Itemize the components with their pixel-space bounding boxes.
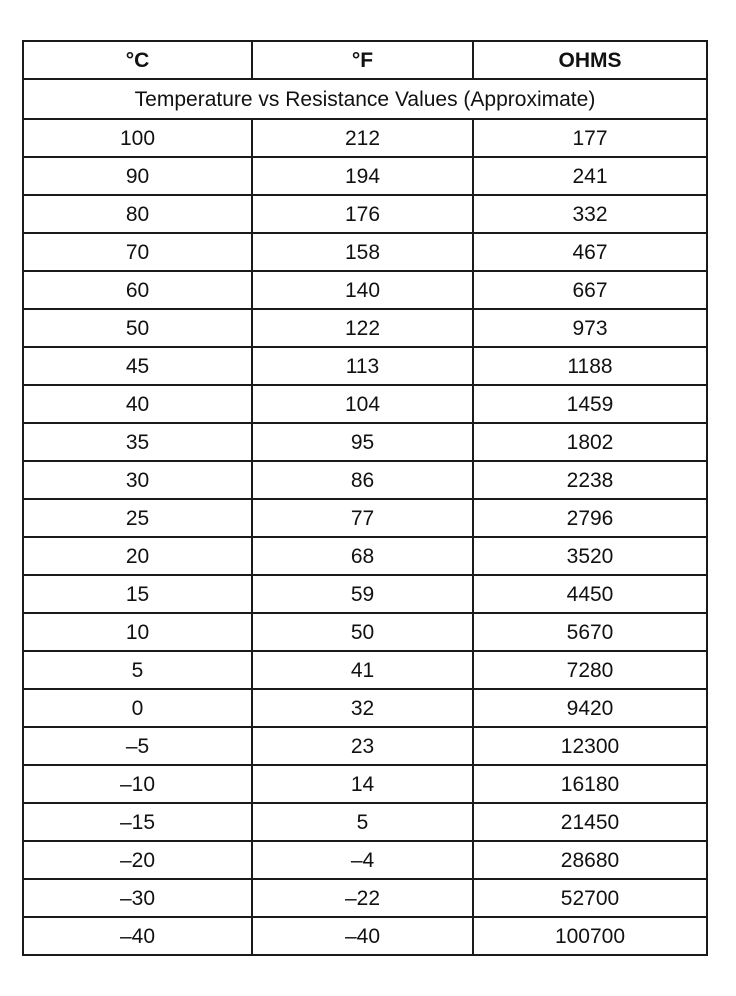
celsius-cell: 90 <box>23 157 252 195</box>
celsius-cell: –40 <box>23 917 252 955</box>
ohms-cell: 241 <box>473 157 707 195</box>
ohms-cell: 667 <box>473 271 707 309</box>
fahrenheit-cell: 14 <box>252 765 473 803</box>
fahrenheit-cell: 77 <box>252 499 473 537</box>
table-row <box>23 233 707 271</box>
fahrenheit-cell: –4 <box>252 841 473 879</box>
fahrenheit-cell: 212 <box>252 119 473 157</box>
celsius-cell: –15 <box>23 803 252 841</box>
celsius-cell: –10 <box>23 765 252 803</box>
celsius-cell: 70 <box>23 233 252 271</box>
fahrenheit-cell: 5 <box>252 803 473 841</box>
ohms-cell: 5670 <box>473 613 707 651</box>
table-row <box>23 157 707 195</box>
table-row <box>23 347 707 385</box>
fahrenheit-cell: –22 <box>252 879 473 917</box>
ohms-cell: 16180 <box>473 765 707 803</box>
ohms-cell: 3520 <box>473 537 707 575</box>
table-row <box>23 499 707 537</box>
fahrenheit-cell: 68 <box>252 537 473 575</box>
table-row <box>23 841 707 879</box>
celsius-cell: 40 <box>23 385 252 423</box>
subtitle-row <box>23 79 707 119</box>
table-row <box>23 917 707 955</box>
fahrenheit-cell: 158 <box>252 233 473 271</box>
table-row <box>23 613 707 651</box>
celsius-cell: 60 <box>23 271 252 309</box>
table-row <box>23 651 707 689</box>
celsius-cell: 5 <box>23 651 252 689</box>
table-row <box>23 309 707 347</box>
table-row <box>23 385 707 423</box>
table-row <box>23 423 707 461</box>
fahrenheit-cell: 104 <box>252 385 473 423</box>
table-row <box>23 537 707 575</box>
ohms-cell: 9420 <box>473 689 707 727</box>
fahrenheit-cell: 41 <box>252 651 473 689</box>
ohms-cell: 100700 <box>473 917 707 955</box>
celsius-cell: 30 <box>23 461 252 499</box>
ohms-cell: 7280 <box>473 651 707 689</box>
fahrenheit-cell: 86 <box>252 461 473 499</box>
celsius-cell: 15 <box>23 575 252 613</box>
fahrenheit-cell: 140 <box>252 271 473 309</box>
ohms-cell: 177 <box>473 119 707 157</box>
ohms-cell: 2238 <box>473 461 707 499</box>
temperature-resistance-table-container <box>22 40 706 956</box>
ohms-cell: 4450 <box>473 575 707 613</box>
celsius-cell: 80 <box>23 195 252 233</box>
fahrenheit-cell: –40 <box>252 917 473 955</box>
ohms-cell: 973 <box>473 309 707 347</box>
table-row <box>23 727 707 765</box>
header-ohms: OHMS <box>473 41 707 79</box>
fahrenheit-cell: 59 <box>252 575 473 613</box>
ohms-cell: 28680 <box>473 841 707 879</box>
fahrenheit-cell: 122 <box>252 309 473 347</box>
ohms-cell: 1802 <box>473 423 707 461</box>
fahrenheit-cell: 194 <box>252 157 473 195</box>
fahrenheit-cell: 113 <box>252 347 473 385</box>
table-row <box>23 119 707 157</box>
table-subtitle: Temperature vs Resistance Values (Approximate) <box>23 79 707 119</box>
ohms-cell: 2796 <box>473 499 707 537</box>
fahrenheit-cell: 95 <box>252 423 473 461</box>
celsius-cell: 50 <box>23 309 252 347</box>
table-row <box>23 689 707 727</box>
table-row <box>23 879 707 917</box>
ohms-cell: 332 <box>473 195 707 233</box>
header-row <box>23 41 707 79</box>
temperature-resistance-table <box>22 40 708 956</box>
celsius-cell: –20 <box>23 841 252 879</box>
ohms-cell: 1188 <box>473 347 707 385</box>
header-celsius: °C <box>23 41 252 79</box>
table-row <box>23 765 707 803</box>
fahrenheit-cell: 50 <box>252 613 473 651</box>
fahrenheit-cell: 32 <box>252 689 473 727</box>
table-row <box>23 803 707 841</box>
table-row <box>23 195 707 233</box>
table-row <box>23 461 707 499</box>
celsius-cell: –5 <box>23 727 252 765</box>
fahrenheit-cell: 176 <box>252 195 473 233</box>
header-fahrenheit: °F <box>252 41 473 79</box>
celsius-cell: 100 <box>23 119 252 157</box>
table-row <box>23 575 707 613</box>
ohms-cell: 52700 <box>473 879 707 917</box>
celsius-cell: 0 <box>23 689 252 727</box>
ohms-cell: 1459 <box>473 385 707 423</box>
celsius-cell: –30 <box>23 879 252 917</box>
ohms-cell: 12300 <box>473 727 707 765</box>
table-row <box>23 271 707 309</box>
celsius-cell: 20 <box>23 537 252 575</box>
fahrenheit-cell: 23 <box>252 727 473 765</box>
ohms-cell: 467 <box>473 233 707 271</box>
celsius-cell: 25 <box>23 499 252 537</box>
celsius-cell: 45 <box>23 347 252 385</box>
celsius-cell: 10 <box>23 613 252 651</box>
celsius-cell: 35 <box>23 423 252 461</box>
ohms-cell: 21450 <box>473 803 707 841</box>
